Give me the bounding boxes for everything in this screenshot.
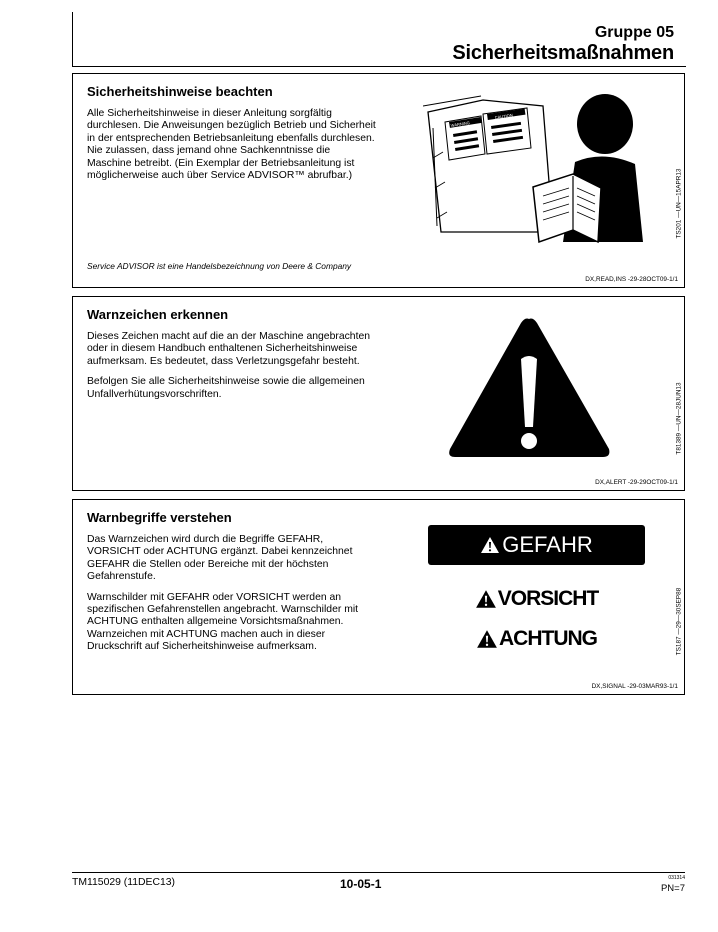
print-code: 031314	[668, 875, 685, 881]
warning-triangle-icon	[475, 589, 497, 609]
signal-word-warning	[428, 584, 645, 614]
warning-triangle-icon	[445, 315, 613, 460]
warning-triangle-icon	[480, 536, 500, 554]
group-number: Gruppe 05	[594, 24, 674, 41]
section-body	[87, 534, 377, 662]
paragraph: Alle Sicherheitshinweise in dieser Anleitung sorgfältig durchlesen. Die Anweisungen bezüglich Betrieb und Sicherheit in der entsprechenden Betriebsanleitung ebenfalls durchlesen. Nie zulassen, dass jemand ohne Sachkenntnisse die Maschine betreibt. (Ein Exemplar der Betriebsanleitung ist möglicherweise auch über Service ADVISOR™ abrufbar.)	[87, 108, 376, 182]
section-body	[87, 331, 377, 409]
section-title: Sicherheitshinweise beachten	[87, 84, 273, 99]
decal-label-warning: WARNING	[450, 120, 471, 128]
section-read-safety	[72, 73, 685, 288]
section-signal-words	[72, 499, 685, 695]
page-number: 10-05-1	[340, 877, 382, 891]
section-body	[87, 108, 377, 190]
signal-word-caution	[428, 624, 645, 654]
reference-code: DX,ALERT -29-29OCT09-1/1	[595, 479, 678, 486]
signal-word-danger	[428, 525, 645, 565]
warning-triangle-icon	[476, 629, 498, 649]
section-recognize-warning	[72, 296, 685, 491]
decal-label-caution: CAUTION	[494, 112, 513, 120]
page-title: Sicherheitsmaßnahmen	[452, 42, 674, 64]
paragraph: Warnschilder mit GEFAHR oder VORSICHT werden an spezifischen Gefahrenstellen angebracht. Warnschilder mit ACHTUNG enthalten allgemeine Vorsichtsmaßnahmen. Warnzeichen mit ACHTUNG machen auch in dieser Druckschrift auf Sicherheitshinweise aufmerksam.	[87, 591, 359, 653]
section-title: Warnbegriffe verstehen	[87, 510, 232, 525]
reference-code: DX,READ,INS -29-28OCT09-1/1	[585, 276, 678, 283]
paragraph: Befolgen Sie alle Sicherheitshinweise sowie die allgemeinen Unfallverhütungsvorschriften.	[87, 376, 365, 400]
signal-word-text: ACHTUNG	[499, 627, 597, 650]
image-code: TS201 —UN—15APR13	[675, 168, 683, 239]
trademark-note: Service ADVISOR ist eine Handelsbezeichnung von Deere & Company	[87, 261, 352, 271]
manual-id: TM115029 (11DEC13)	[72, 877, 175, 888]
section-title: Warnzeichen erkennen	[87, 307, 229, 322]
image-code: T81389 —UN—28JUN13	[675, 382, 683, 455]
paragraph: Dieses Zeichen macht auf die an der Maschine angebrachten oder in diesem Handbuch enthaltenen Sicherheitshinweise aufmerksam. Es bedeutet, dass Verletzungsgefahr besteht.	[87, 331, 371, 367]
signal-word-text: GEFAHR	[502, 532, 593, 557]
person-reading-manual-illustration	[423, 92, 663, 252]
paragraph: Das Warnzeichen wird durch die Begriffe GEFAHR, VORSICHT oder ACHTUNG ergänzt. Dabei kennzeichnet GEFAHR die Stellen oder Bereiche mit der höchsten Gefahrenstufe.	[87, 534, 353, 583]
reference-code: DX,SIGNAL -29-03MAR93-1/1	[591, 683, 678, 690]
page-header	[72, 12, 686, 67]
page-footer	[72, 872, 685, 894]
signal-word-text: VORSICHT	[497, 587, 599, 610]
pn-number: PN=7	[660, 883, 685, 894]
image-code: TS187 —29—30SEP88	[675, 587, 683, 656]
